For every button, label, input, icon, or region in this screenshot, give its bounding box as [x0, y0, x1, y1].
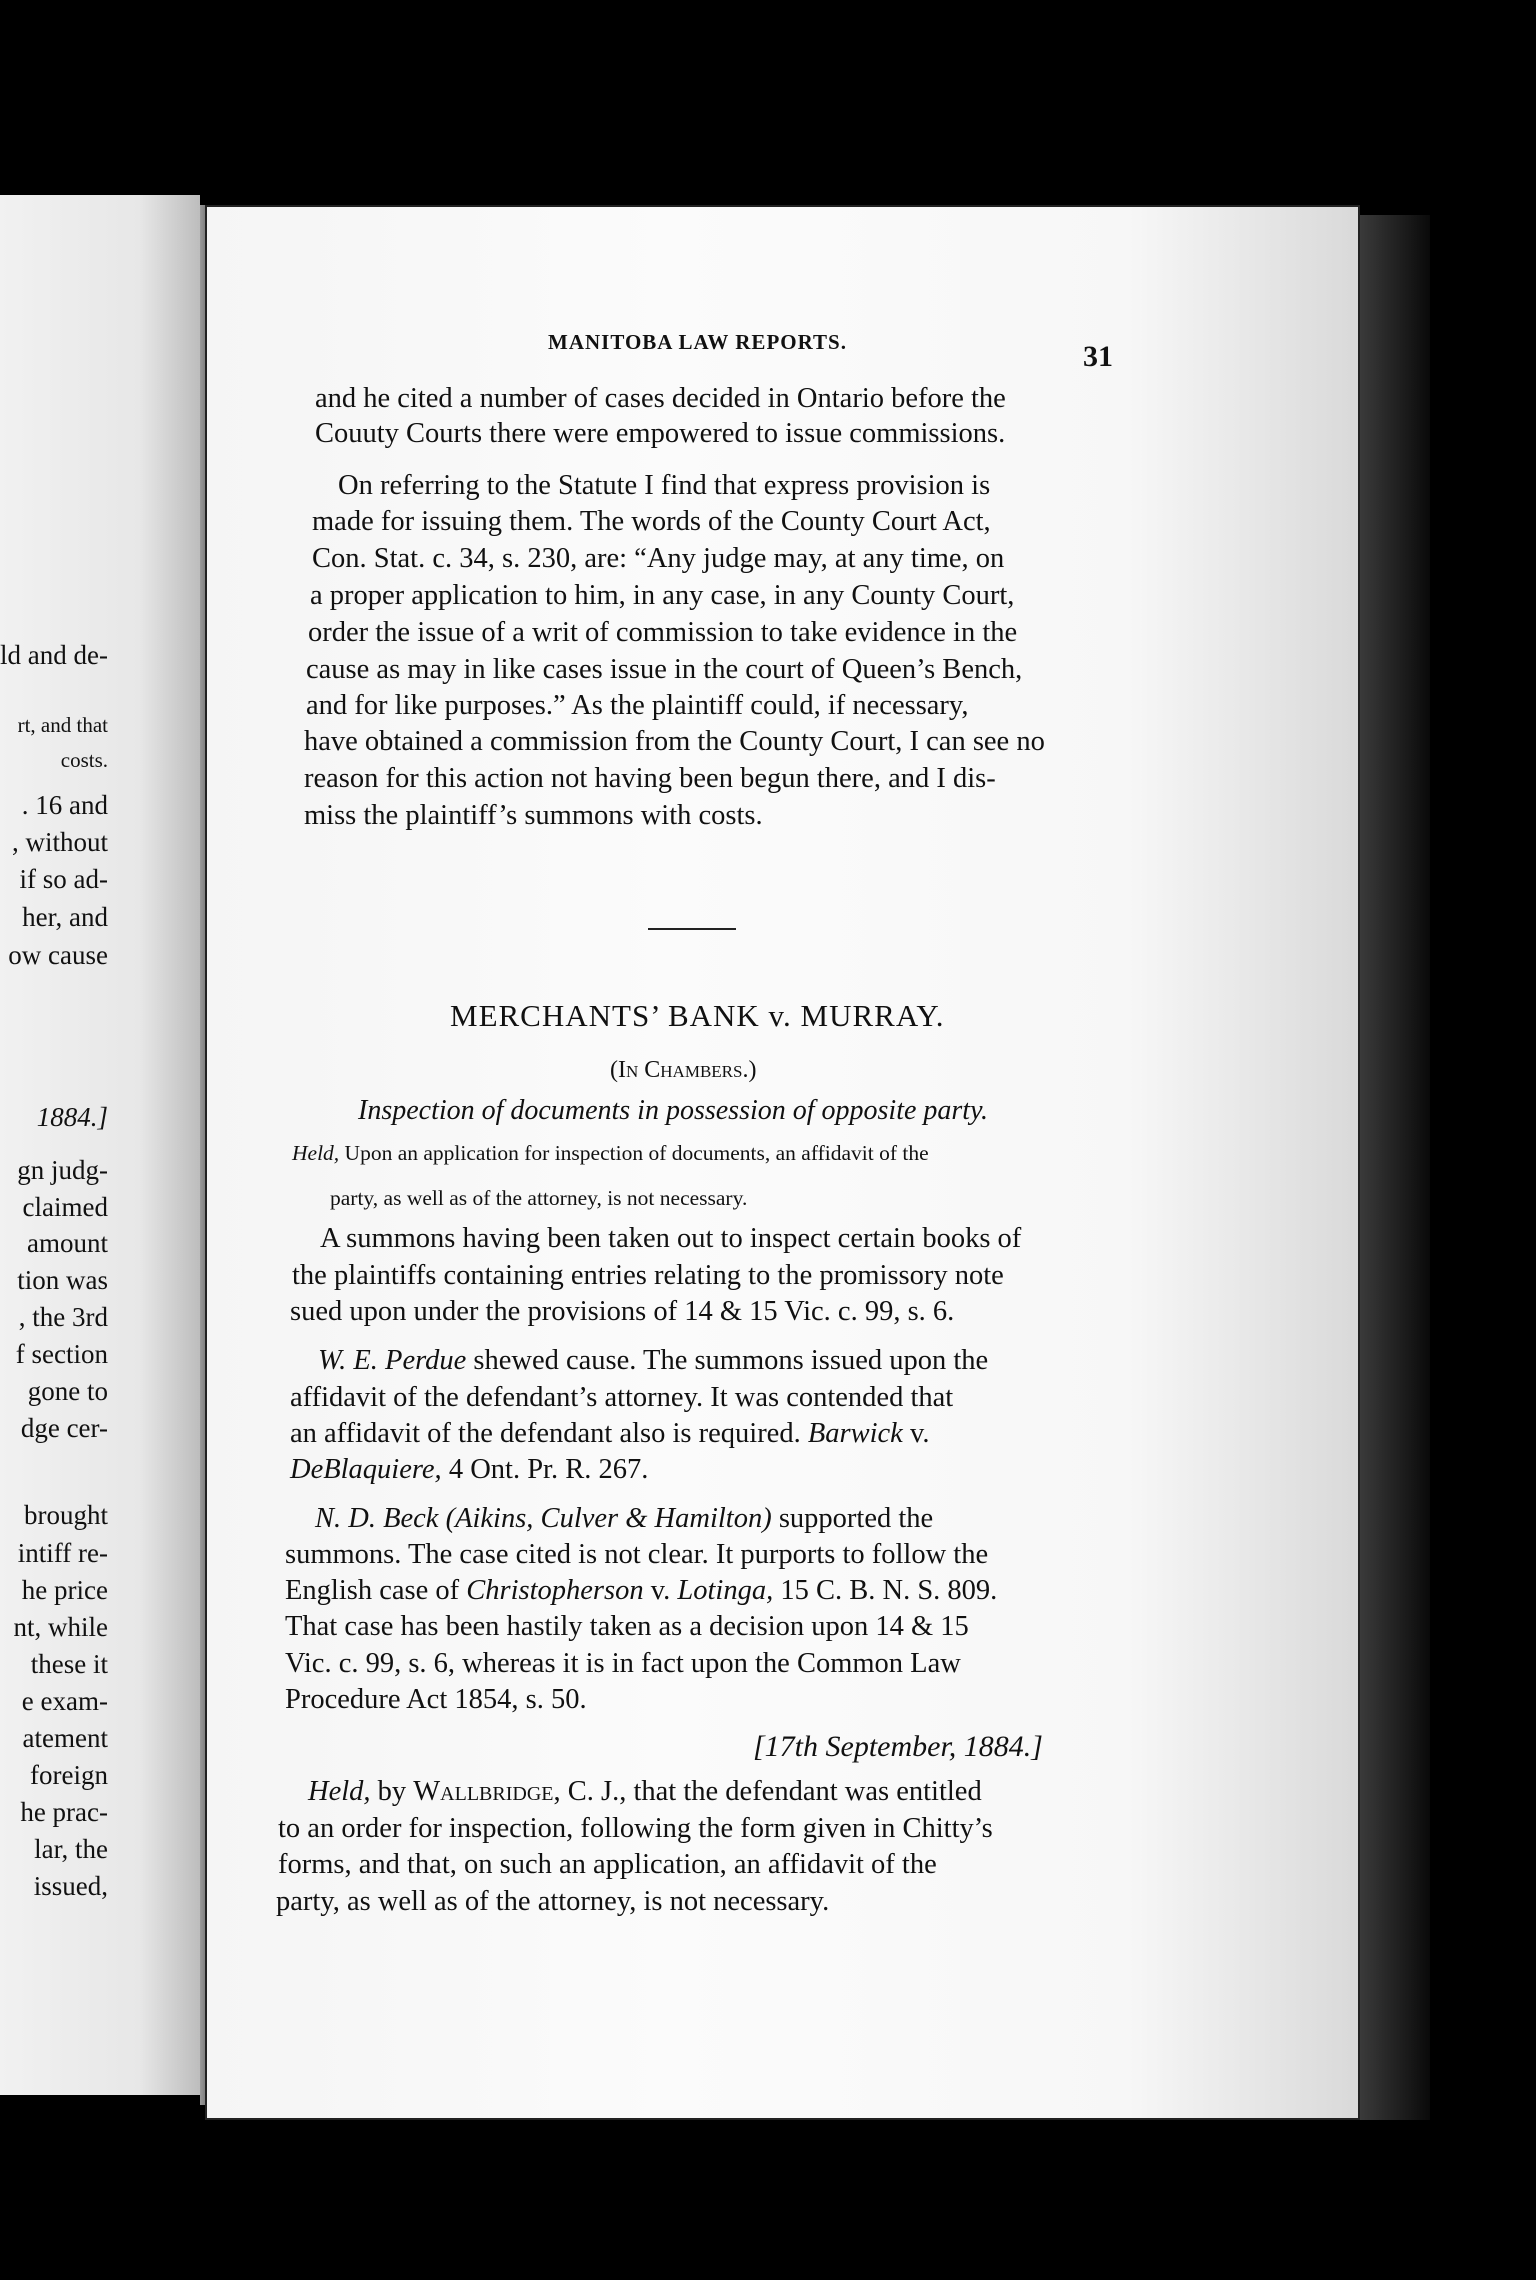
body-text: 15 C. B. N. S. 809.: [773, 1575, 998, 1606]
left-page-line: gone to: [27, 1376, 108, 1406]
body-line: [290, 1456, 648, 1485]
body-text: English case of: [285, 1575, 467, 1606]
case-citation: Christopherson: [466, 1575, 644, 1606]
body-line: party, as well as of the attorney, is not necessary.: [276, 1886, 830, 1917]
left-page-line: nt, while: [13, 1612, 108, 1642]
body-line: Procedure Act 1854, s. 50.: [285, 1684, 587, 1715]
left-page-line: , without: [11, 827, 108, 857]
case-citation: Lotinga,: [677, 1575, 774, 1606]
body-line: [315, 1505, 933, 1534]
judge-name: Wallbridge: [413, 1776, 554, 1807]
left-page-line: gn judg-: [17, 1155, 108, 1185]
left-page-line: if so ad-: [19, 864, 108, 894]
body-text: by: [370, 1776, 414, 1807]
left-page-line: ow cause: [8, 940, 108, 970]
left-page-line: tion was: [17, 1265, 108, 1295]
counsel-firm: (Aikins, Culver & Hamilton): [445, 1503, 772, 1534]
body-line: miss the plaintiff’s summons with costs.: [304, 800, 763, 831]
left-page: [0, 195, 200, 2095]
left-page-line: claimed: [22, 1192, 108, 1222]
body-text: shewed cause. The summons issued upon the: [466, 1345, 989, 1376]
body-line: order the issue of a writ of commission to take evidence in the: [308, 617, 1018, 648]
left-page-line: foreign: [30, 1760, 108, 1790]
left-page-line: her, and: [22, 902, 108, 932]
left-page-line: costs.: [60, 748, 108, 772]
left-page-line: he prac-: [20, 1797, 108, 1827]
body-line: [285, 1577, 997, 1606]
body-line: made for issuing them. The words of the County Court Act,: [312, 506, 991, 537]
body-line: sued upon under the provisions of 14 & 15 Vic. c. 99, s. 6.: [290, 1296, 955, 1327]
body-line: and he cited a number of cases decided in Ontario before the: [315, 383, 1006, 414]
section-rule: [648, 928, 736, 930]
case-subject: Inspection of documents in possession of opposite party.: [358, 1095, 988, 1126]
left-page-line: intiff re-: [17, 1538, 108, 1568]
body-line: affidavit of the defendant’s attorney. It was contended that: [290, 1382, 954, 1413]
headnote-text: Upon an application for inspection of documents, an affidavit of the: [344, 1141, 929, 1165]
body-line: [308, 1778, 982, 1807]
counsel-name: W. E. Perdue: [318, 1345, 467, 1376]
body-text: v.: [643, 1575, 678, 1606]
left-page-line: e exam-: [21, 1686, 108, 1716]
body-text: v.: [902, 1418, 930, 1449]
running-head: MANITOBA LAW REPORTS.: [548, 330, 847, 354]
body-line: [318, 1347, 988, 1376]
body-line: A summons having been taken out to inspect certain books of: [320, 1223, 1022, 1254]
left-page-line: amount: [27, 1228, 108, 1258]
judgment-date: [17th September, 1884.]: [753, 1730, 1043, 1763]
body-line: summons. The case cited is not clear. It purports to follow the: [285, 1539, 989, 1570]
body-line: to an order for inspection, following the form given in Chitty’s: [278, 1813, 993, 1844]
left-page-line: rt, and that: [17, 713, 108, 737]
left-page-line: f section: [15, 1339, 108, 1369]
body-line: Couuty Courts there were empowered to issue commissions.: [315, 418, 1006, 449]
held-label: Held,: [308, 1776, 371, 1807]
body-line: reason for this action not having been begun there, and I dis-: [304, 763, 996, 794]
case-title: MERCHANTS’ BANK v. MURRAY.: [450, 998, 945, 1033]
body-text: 4 Ont. Pr. R. 267.: [441, 1454, 649, 1485]
body-line: [290, 1420, 929, 1449]
body-line: have obtained a commission from the County Court, I can see no: [304, 726, 1045, 757]
case-citation: DeBlaquiere,: [290, 1454, 442, 1485]
case-citation: Barwick: [807, 1418, 903, 1449]
left-page-line: atement: [22, 1723, 108, 1753]
body-line: a proper application to him, in any case, in any County Court,: [310, 580, 1015, 611]
left-page-line: these it: [30, 1649, 108, 1679]
body-line: the plaintiffs containing entries relating to the promissory note: [292, 1260, 1004, 1291]
page-edge-shadow: [1360, 215, 1430, 2120]
left-page-line: , the 3rd: [18, 1302, 108, 1332]
left-page-line: dge cer-: [20, 1413, 108, 1443]
case-subtitle: (In Chambers.): [610, 1057, 757, 1083]
counsel-name: N. D. Beck: [315, 1503, 439, 1534]
headnote-label: Held,: [292, 1141, 340, 1165]
left-page-line: brought: [24, 1500, 108, 1530]
headnote-line: [292, 1143, 929, 1165]
body-line: Con. Stat. c. 34, s. 230, are: “Any judge may, at any time, on: [312, 543, 1005, 574]
body-text: , C. J., that the defendant was entitled: [553, 1776, 982, 1807]
body-line: and for like purposes.” As the plaintiff could, if necessary,: [306, 690, 969, 721]
body-line: Vic. c. 99, s. 6, whereas it is in fact upon the Common Law: [285, 1648, 961, 1679]
headnote-line: party, as well as of the attorney, is not necessary.: [330, 1186, 748, 1210]
left-page-line: . 16 and: [21, 790, 108, 820]
left-page-line: he price: [21, 1575, 108, 1605]
body-line: On referring to the Statute I find that express provision is: [338, 470, 991, 501]
body-text: an affidavit of the defendant also is required.: [290, 1418, 808, 1449]
body-line: forms, and that, on such an application, an affidavit of the: [278, 1849, 937, 1880]
left-page-line: issued,: [33, 1871, 108, 1901]
left-page-line: 1884.]: [36, 1102, 108, 1132]
left-page-line: ld and de-: [0, 640, 108, 670]
body-line: That case has been hastily taken as a decision upon 14 & 15: [285, 1611, 969, 1642]
page-number: 31: [1083, 340, 1113, 373]
body-line: cause as may in like cases issue in the court of Queen’s Bench,: [306, 654, 1023, 685]
body-text: supported the: [771, 1503, 934, 1534]
left-page-line: lar, the: [34, 1834, 108, 1864]
